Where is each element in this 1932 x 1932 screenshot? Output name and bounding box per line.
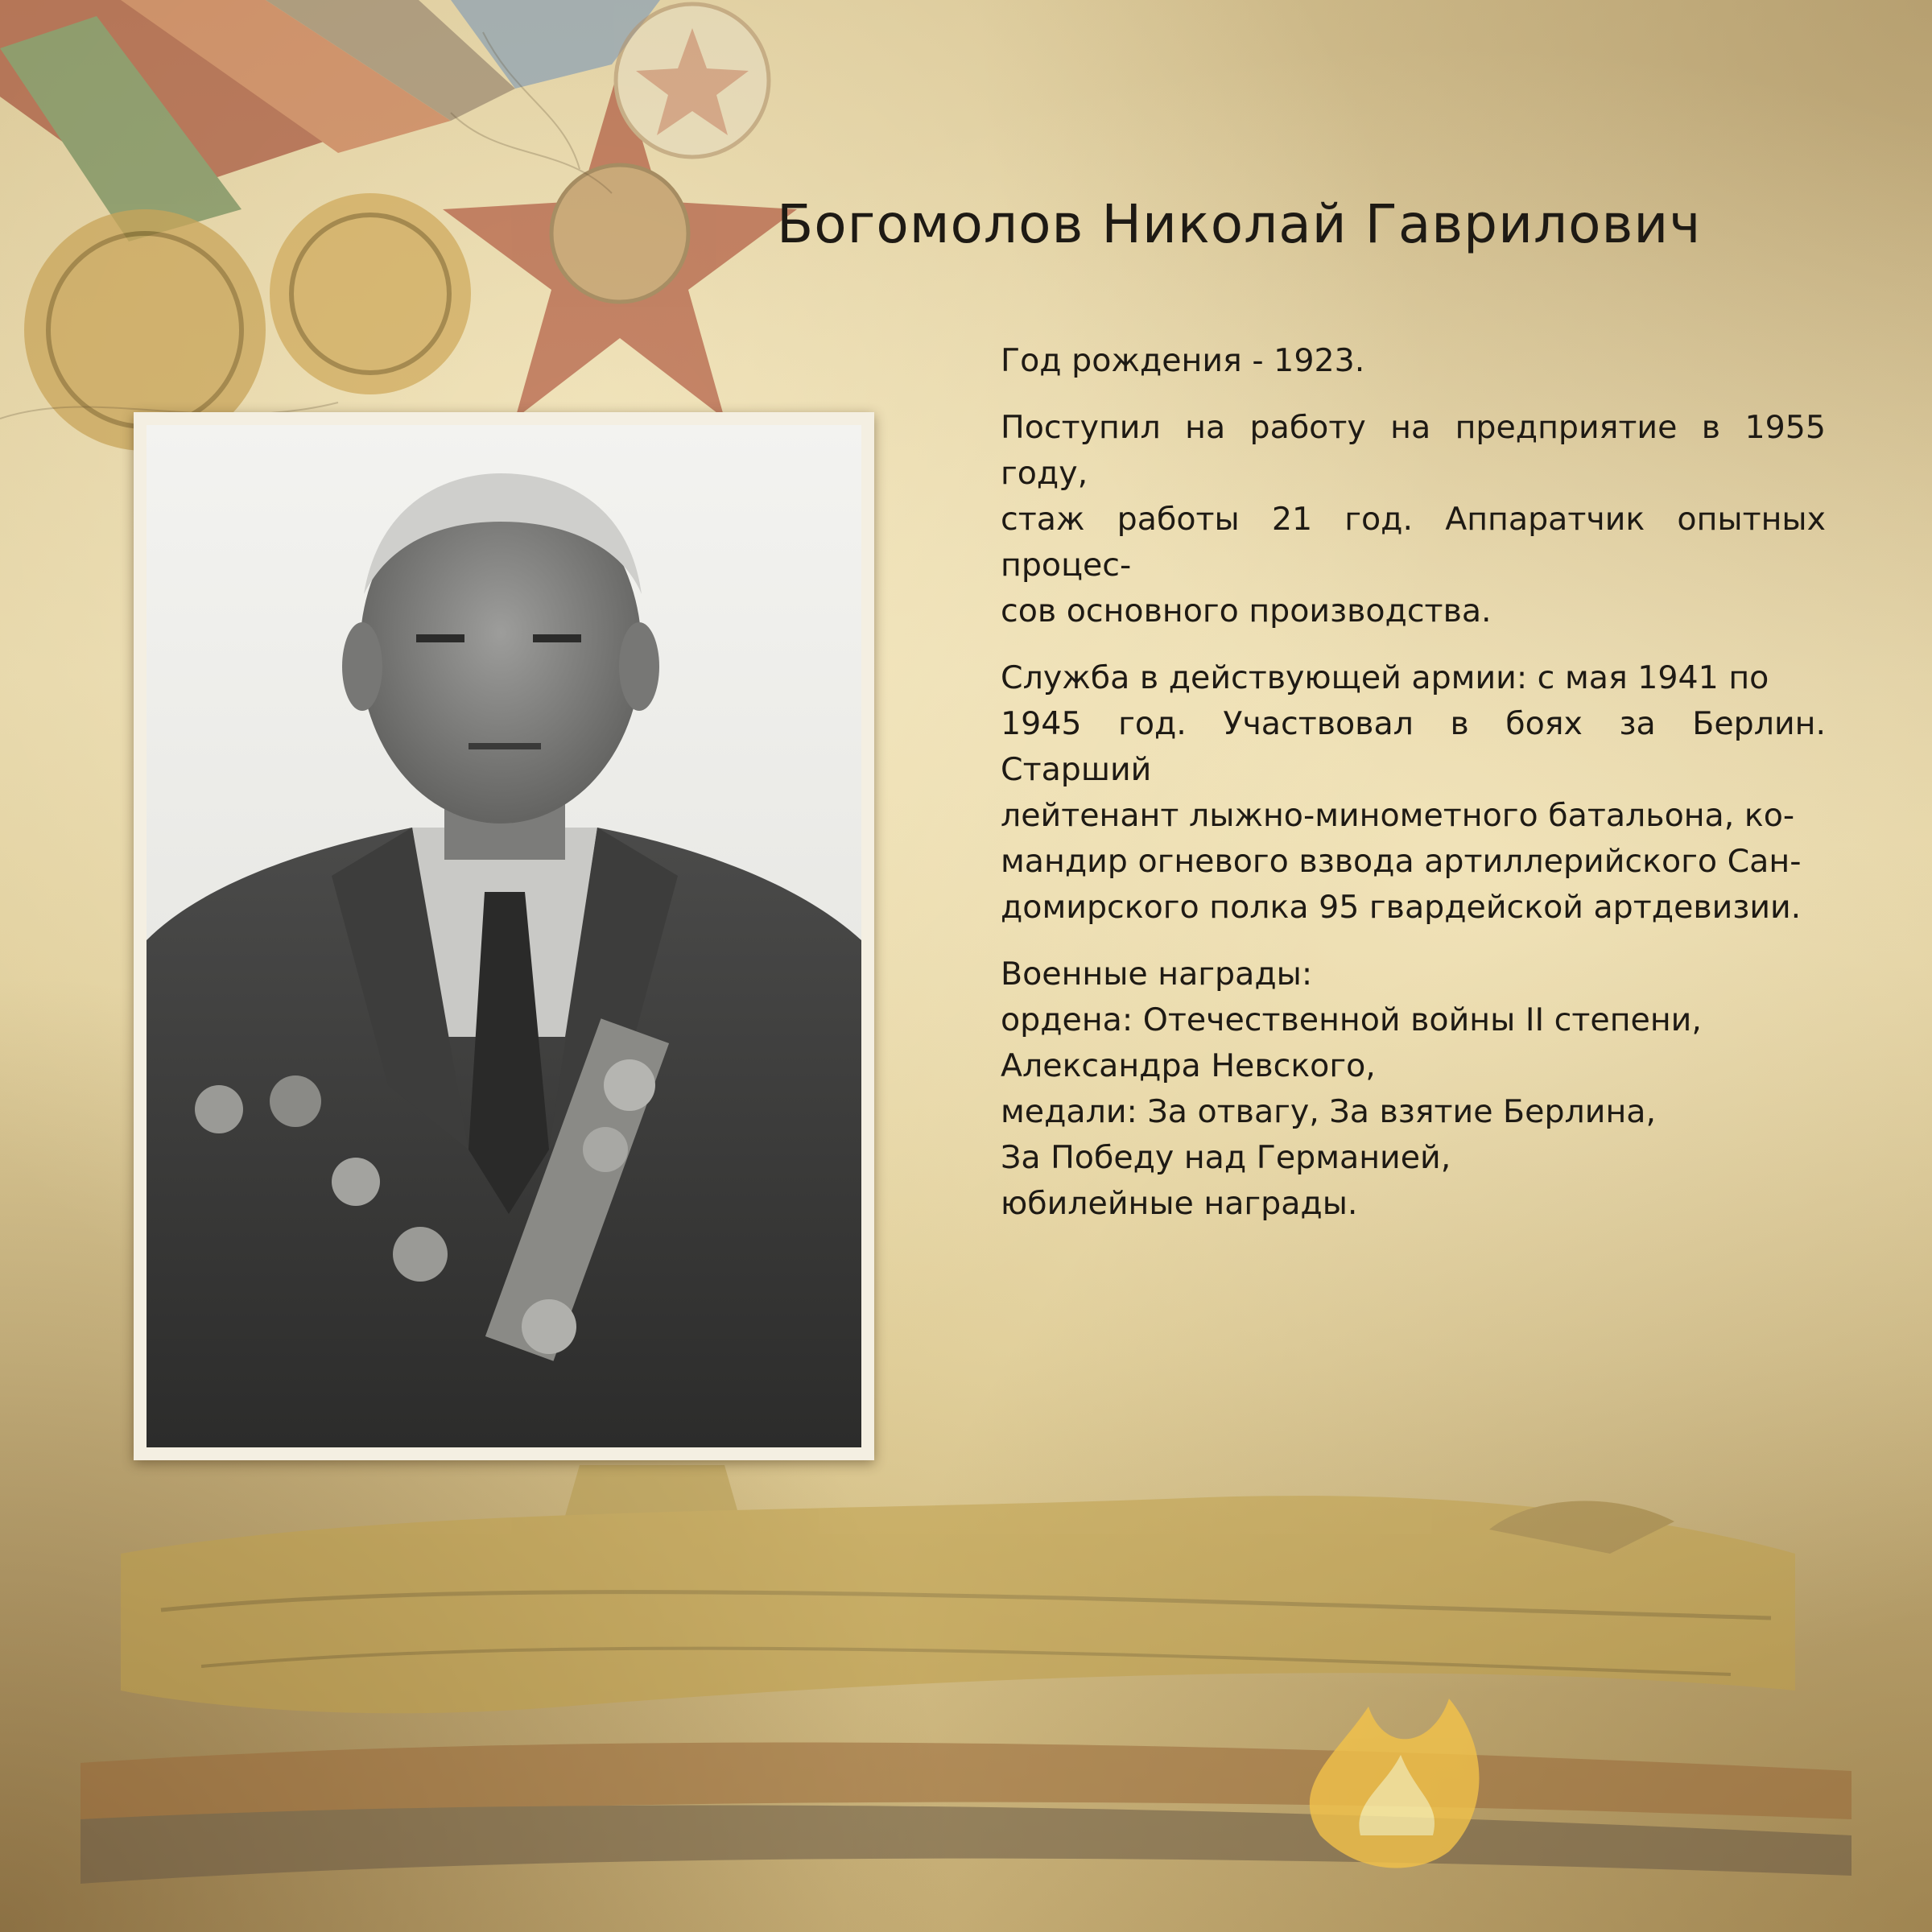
portrait-photo	[147, 425, 861, 1447]
portrait-photo-frame	[134, 412, 874, 1460]
awards-line: За Победу над Германией,	[1001, 1139, 1451, 1176]
awards-line: юбилейные награды.	[1001, 1185, 1358, 1222]
service-line: мандир огневого взвода артиллерийского Сан-	[1001, 843, 1802, 880]
memorial-monument-icon	[80, 1465, 1852, 1884]
work-line: Поступил на работу на предприятие в 1955 году,	[1001, 409, 1826, 492]
service-line: домирского полка 95 гвардейской артдевизии.	[1001, 889, 1802, 926]
red-star-order-icon	[443, 4, 797, 419]
work-paragraph	[1001, 405, 1826, 634]
birth-year-paragraph	[1001, 338, 1826, 384]
work-line: сов основного производства.	[1001, 592, 1492, 630]
service-paragraph	[1001, 655, 1826, 931]
awards-heading: Военные награды:	[1001, 956, 1313, 993]
service-line: Служба в действующей армии: с мая 1941 по	[1001, 659, 1769, 696]
awards-line: Александра Невского,	[1001, 1047, 1376, 1084]
birth-year-line: Год рождения - 1923.	[1001, 342, 1365, 379]
service-line: лейтенант лыжно-минометного батальона, ко-	[1001, 797, 1795, 834]
awards-line: ордена: Отечественной войны II степени,	[1001, 1001, 1702, 1038]
service-line: 1945 год. Участвовал в боях за Берлин. Старший	[1001, 705, 1826, 788]
awards-line: медали: За отвагу, За взятие Берлина,	[1001, 1093, 1657, 1130]
page-title: Богомолов Николай Гаврилович	[777, 193, 1702, 255]
work-line: стаж работы 21 год. Аппаратчик опытных процес-	[1001, 501, 1826, 584]
biography-text	[1001, 338, 1826, 1248]
awards-paragraph	[1001, 952, 1826, 1227]
eternal-flame-icon	[1310, 1699, 1480, 1868]
veteran-portrait-image	[147, 425, 861, 1447]
